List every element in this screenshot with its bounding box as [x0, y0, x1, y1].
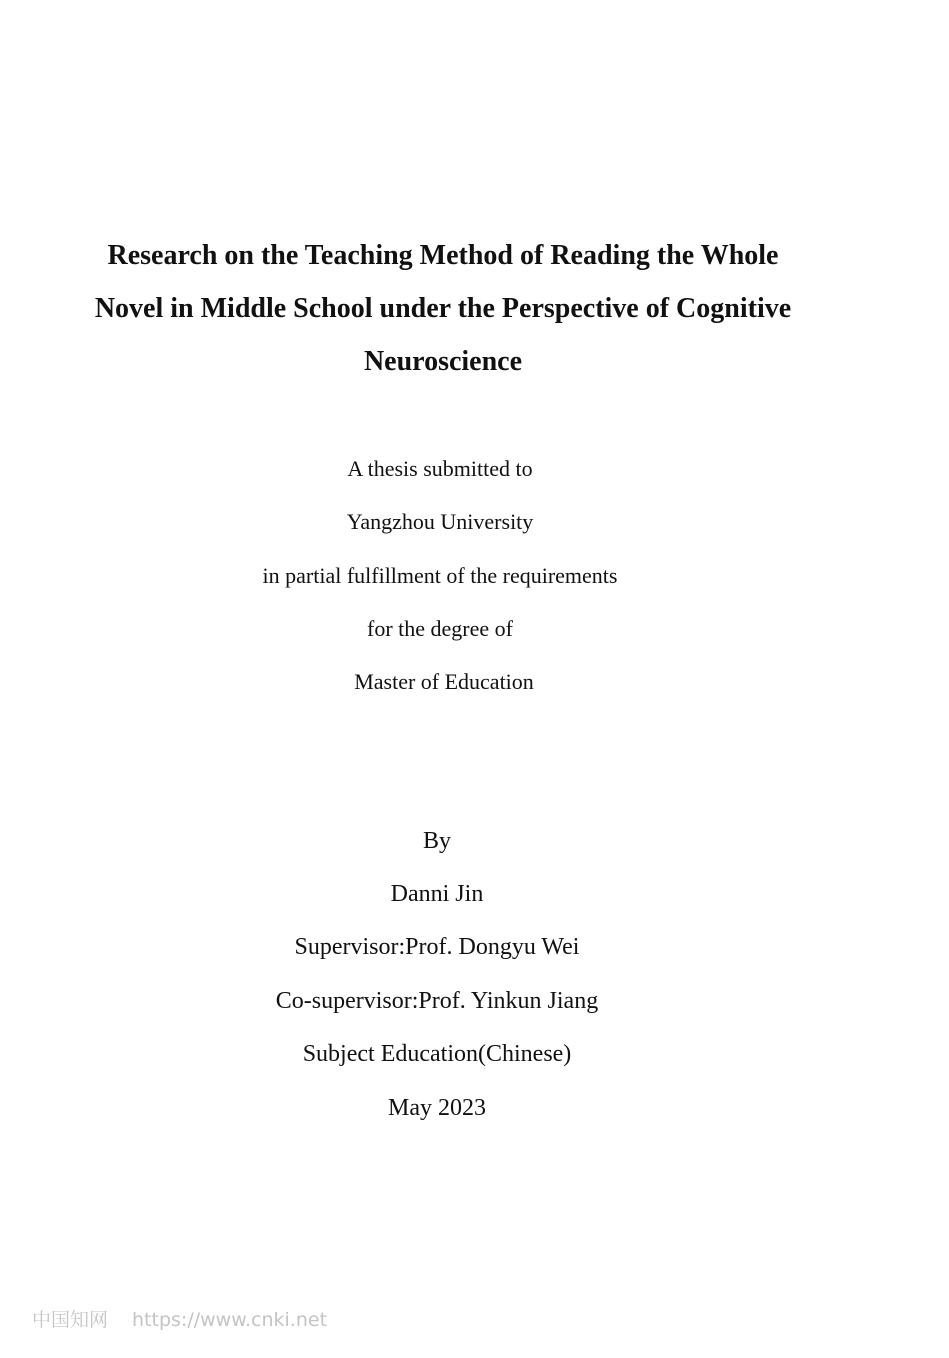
cnki-url: https://www.cnki.net [132, 1309, 328, 1331]
by-label: By [422, 828, 451, 854]
subject: Subject Education(Chinese) [302, 1041, 572, 1067]
cnki-watermark [32, 1306, 327, 1334]
thesis-title-line-1: Research on the Teaching Method of Reading the Whole [107, 240, 779, 271]
supervisor: Supervisor:Prof. Dongyu Wei [294, 934, 580, 960]
author-name: Danni Jin [390, 881, 484, 907]
submission-date: May 2023 [388, 1095, 486, 1121]
degree-name: Master of Education [354, 669, 534, 694]
thesis-title-line-2: Novel in Middle School under the Perspective of Cognitive [94, 293, 792, 324]
submission-line-1: A thesis submitted to [347, 456, 533, 481]
cnki-logo-text: 中国知网 [32, 1309, 109, 1331]
submission-line-4: for the degree of [367, 616, 513, 641]
submission-line-2: Yangzhou University [346, 509, 534, 534]
thesis-title-line-3: Neuroscience [363, 346, 523, 377]
submission-line-3: in partial fulfillment of the requirements [262, 563, 618, 588]
co-supervisor: Co-supervisor:Prof. Yinkun Jiang [275, 988, 599, 1014]
